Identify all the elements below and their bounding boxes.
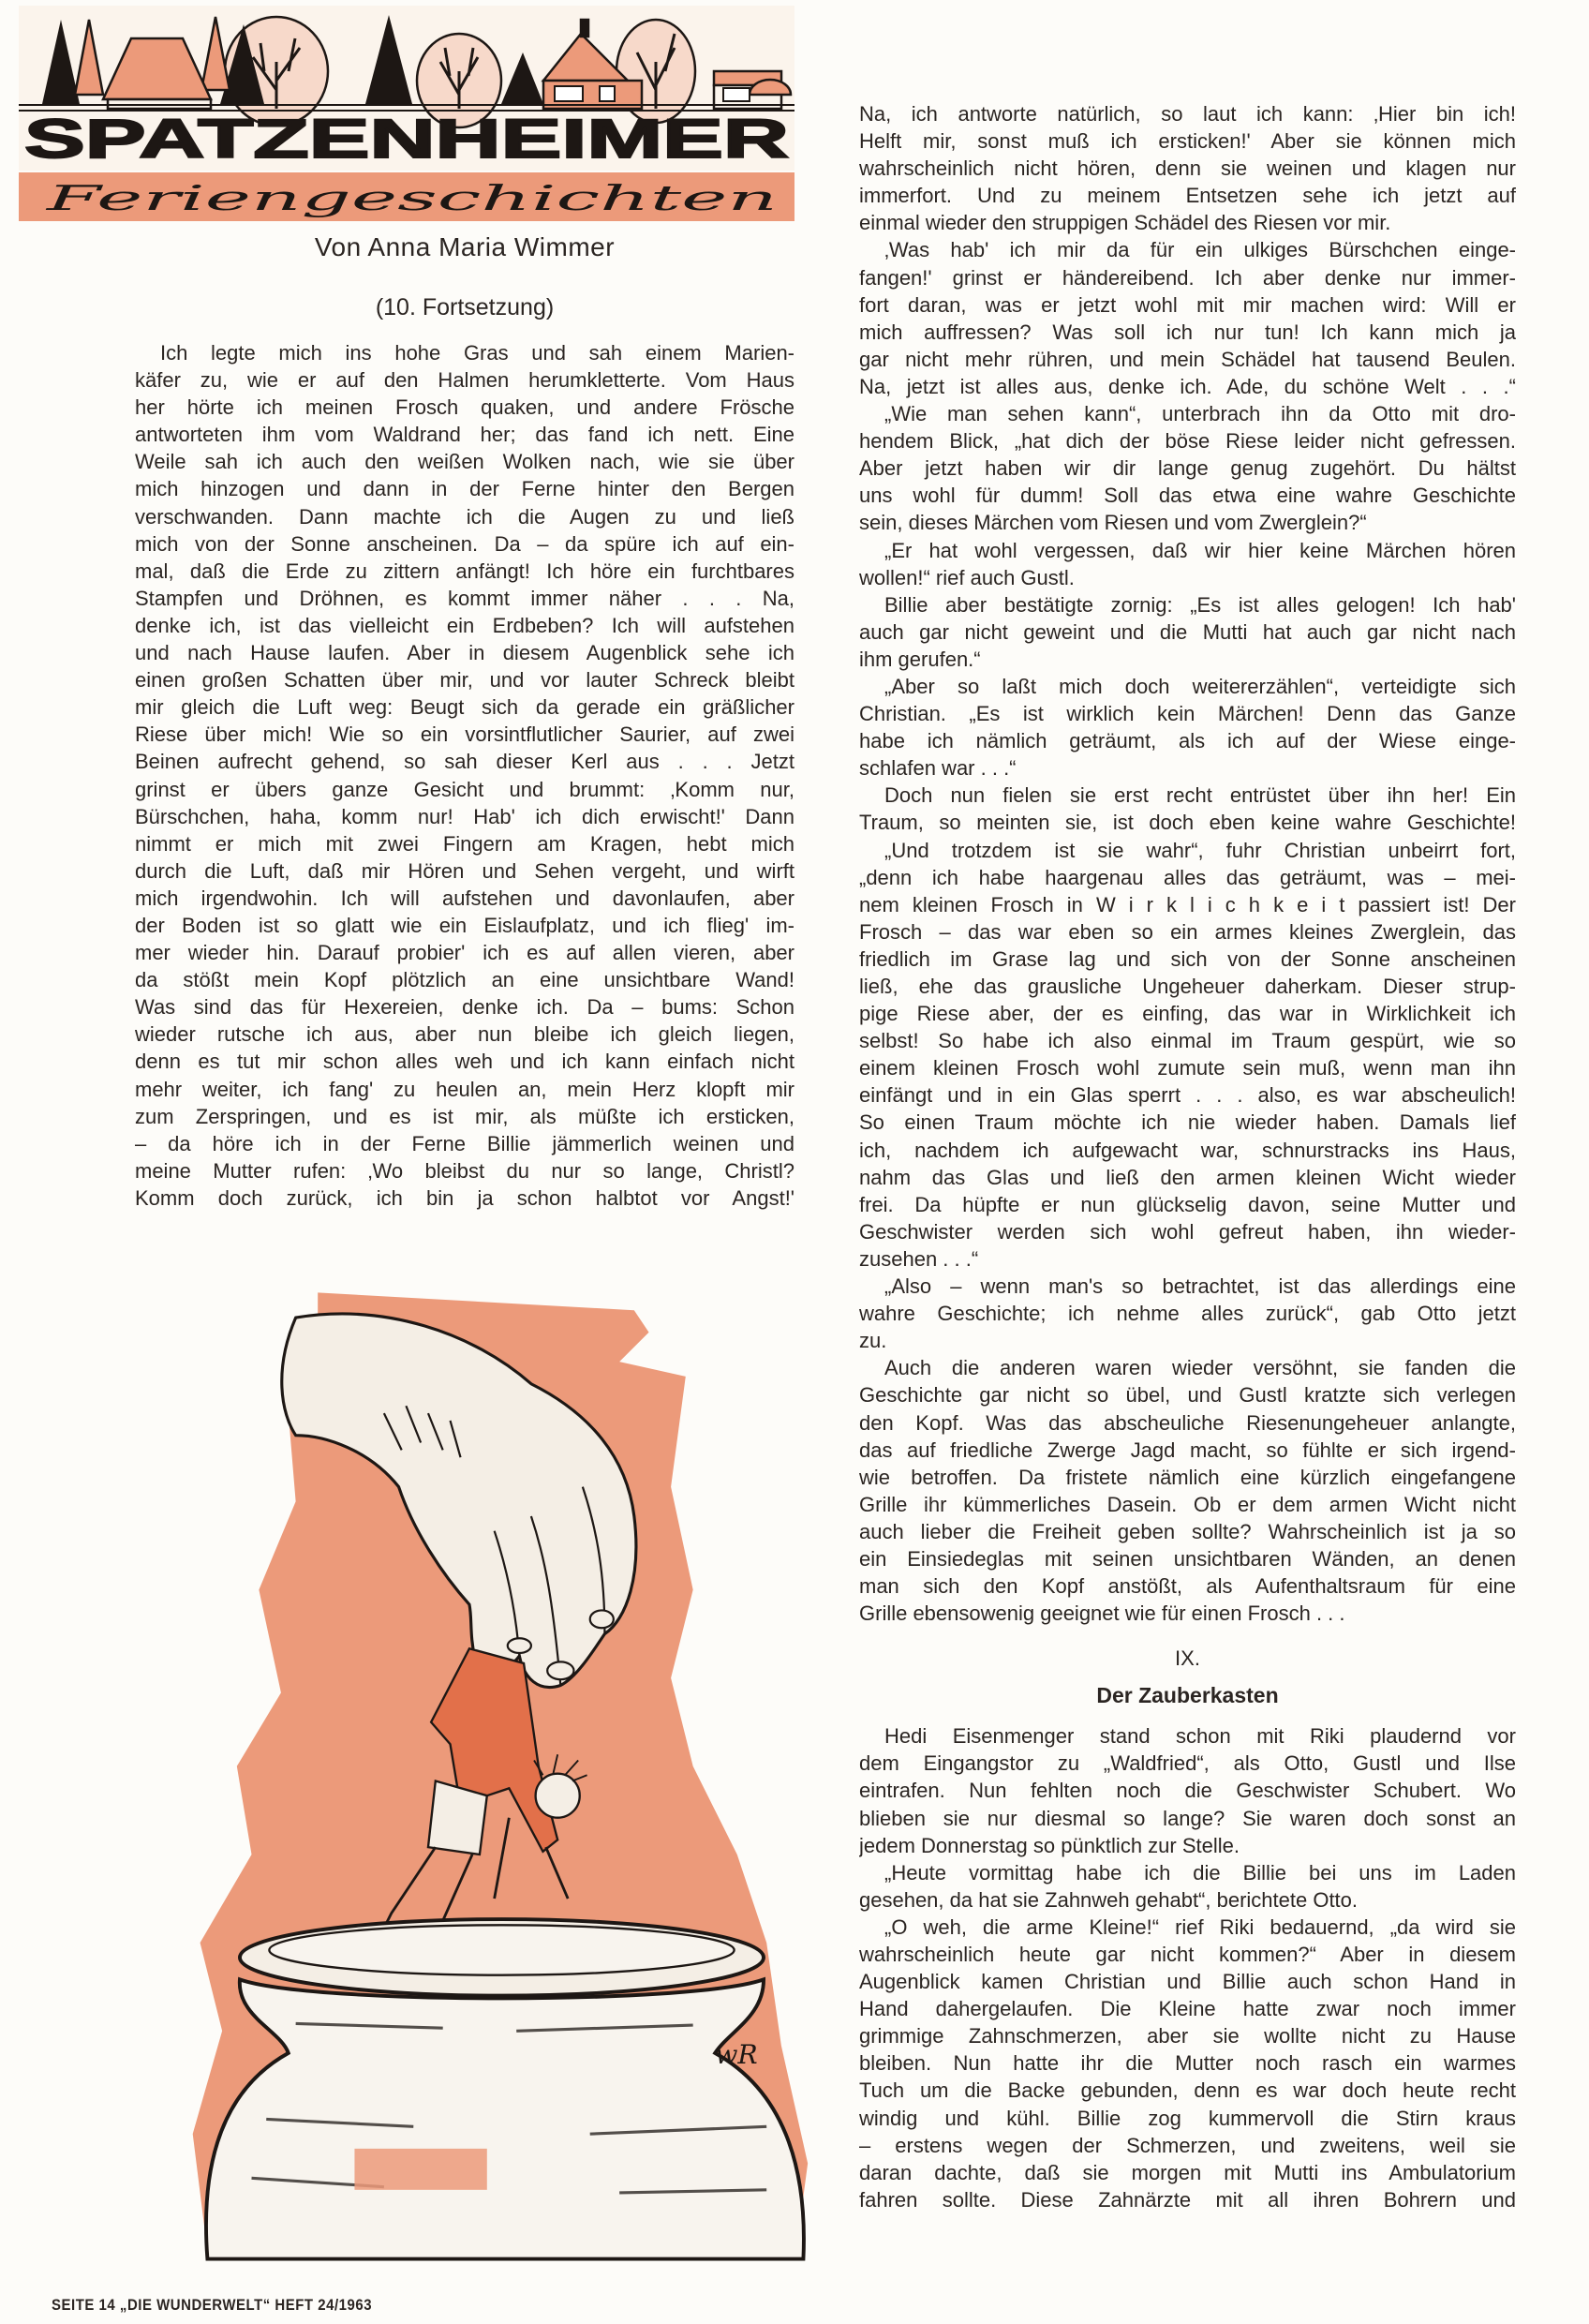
text-line: Komm doch zurück, ich bin ja schon halbtot vor Angst!' bbox=[135, 1185, 794, 1210]
text-line: und nach Hause laufen. Aber in diesem Augenblick sehe ich bbox=[135, 641, 794, 665]
text-line: meine Mutter rufen: ‚Wo bleibst du nur so lange, Christl? bbox=[135, 1158, 794, 1183]
text-line: friedlich im Grase lag und sich von der Sonne anscheinen bbox=[859, 946, 1516, 971]
text-line: Traum, so meinten sie, ist doch eben keine wahre Geschichte! bbox=[859, 811, 1516, 835]
chapter-number: IX. bbox=[1175, 1646, 1200, 1671]
paragraph bbox=[859, 1914, 1516, 2213]
text-line: mich von der Sonne anscheinen. Da – da spüre ich auf ein- bbox=[135, 531, 794, 556]
right-text-column bbox=[859, 100, 1516, 2213]
author-byline: Von Anna Maria Wimmer bbox=[314, 232, 616, 261]
text-line: – da höre ich in der Ferne Billie jämmerlich weinen und bbox=[135, 1131, 794, 1155]
paragraph bbox=[859, 1859, 1516, 1914]
text-line: einfängt und in ein Glas sperrt . . . also, es war abscheulich! bbox=[859, 1083, 1516, 1108]
text-line: da stößt mein Kopf plötzlich an eine unsichtbare Wand! bbox=[135, 968, 794, 992]
text-line: – erstens wegen der Schmerzen, und zweitens, weil sie bbox=[859, 2133, 1516, 2157]
text-line: windig und kühl. Billie zog kummervoll die Stirn kraus bbox=[859, 2106, 1516, 2130]
text-line: Riese über mich! Wie so ein vorsintflutlicher Saurier, auf zwei bbox=[135, 723, 794, 747]
text-line: wahrscheinlich nicht hören, denn sie weinen und klagen nur bbox=[859, 156, 1516, 181]
text-line: Na, ich antworte natürlich, so laut ich kann: ‚Hier bin ich! bbox=[859, 102, 1516, 126]
text-line: nimmt er mich mit zwei Fingern am Kragen, hebt mich bbox=[135, 831, 794, 856]
text-line: auch lieber die Freiheit geben sollte? Wahrscheinlich ist ja so bbox=[859, 1519, 1516, 1543]
text-line: durch die Luft, daß mir Hören und Sehen vergeht, und wirft bbox=[135, 858, 794, 883]
text-line: Geschichte gar nicht so übel, und Gustl kratzte sich verlegen bbox=[859, 1383, 1516, 1408]
text-line: jedem Donnerstag so pünktlich zur Stelle. bbox=[859, 1833, 1240, 1857]
text-line: Na, jetzt ist alles aus, denke ich. Ade, du schöne Welt . . .“ bbox=[859, 374, 1516, 398]
text-line: mal, daß die Erde zu zittern anfängt! Ich höre ein furchtbares bbox=[135, 559, 794, 583]
text-line: Ich legte mich ins hohe Gras und sah einem Marien- bbox=[160, 341, 794, 365]
text-line: Tuch um die Backe gebunden, denn es war doch heute recht bbox=[859, 2078, 1516, 2103]
text-line: „O weh, die arme Kleine!“ rief Riki bedauernd, „da wird sie bbox=[884, 1914, 1516, 1939]
paragraph bbox=[859, 236, 1516, 400]
text-line: blieben sie nur diesmal so lange? Sie waren doch sonst an bbox=[859, 1806, 1516, 1830]
text-line: pige Riese aber, der es einfing, das war in Wirklichkeit ich bbox=[859, 1002, 1516, 1026]
chapter-text bbox=[859, 1722, 1516, 2213]
text-line: antworteten ihm vom Waldrand her; das fand ich nett. Eine bbox=[135, 423, 794, 447]
text-line: „Und trotzdem ist sie wahr“, fuhr Christian unbeirrt fort, bbox=[884, 838, 1516, 862]
text-line: mir gleich die Luft weg: Beugt sich da gerade ein gräßlicher bbox=[135, 695, 794, 720]
text-line: Stampfen und Dröhnen, es kommt immer näher . . . Na, bbox=[135, 586, 794, 610]
text-line: Billie aber bestätigte zornig: „Es ist alles gelogen! Ich hab' bbox=[884, 592, 1516, 617]
page-footer: SEITE 14 „DIE WUNDERWELT“ HEFT 24/1963 bbox=[52, 2296, 373, 2314]
text-line: man sich den Kopf anstößt, als Aufenthaltsraum für eine bbox=[859, 1574, 1516, 1599]
paragraph bbox=[859, 400, 1516, 536]
text-line: Grille ebensowenig geeignet wie für einen Frosch . . . bbox=[859, 1601, 1345, 1626]
text-line: zum Zerspringen, und es ist mir, als müßte ich ersticken, bbox=[135, 1104, 794, 1128]
text-line: habe ich nämlich geträumt, als ich auf der Wiese einge- bbox=[859, 729, 1516, 753]
text-line: „Er hat wohl vergessen, daß wir hier keine Märchen hören bbox=[884, 538, 1516, 562]
text-line: ließ, ehe das grausliche Ungeheuer daherkam. Dieser strup- bbox=[859, 975, 1516, 998]
text-line: mich auffressen? Was soll ich nur tun! Ich kann mich ja bbox=[859, 320, 1516, 344]
text-line: mich hinzogen und dann in der Ferne hinter den Bergen bbox=[135, 477, 794, 501]
paragraph bbox=[859, 100, 1516, 236]
text-line: fangen!' grinst er händereibend. Ich aber denke nur immer- bbox=[859, 265, 1516, 290]
text-line: So einen Traum möchte ich nie wieder haben. Damals lief bbox=[859, 1110, 1516, 1135]
left-text-column bbox=[135, 339, 794, 1212]
text-line: ‚Was hab' ich mir da für ein ulkiges Bürschchen einge- bbox=[884, 238, 1516, 262]
paragraph bbox=[859, 782, 1516, 836]
text-line: fort daran, was er jetzt wohl mit mir machen wird: Will er bbox=[859, 292, 1516, 317]
text-line: einen großen Schatten über mir, und vor lauter Schreck bleibt bbox=[135, 668, 794, 693]
text-line: ich, nachdem ich aufgewacht war, schnurstracks ins Haus, bbox=[859, 1138, 1516, 1162]
text-line: frei. Da hüpfte er nun glückselig davon, seine Mutter und bbox=[859, 1192, 1516, 1216]
text-line: uns wohl für dumm! Soll das etwa eine wahre Geschichte bbox=[859, 484, 1516, 508]
text-line: „Wie man sehen kann“, unterbrach ihn da Otto mit dro- bbox=[884, 402, 1516, 426]
text-line: ihm gerufen.“ bbox=[859, 647, 981, 671]
text-line: den Kopf. Was das abscheuliche Riesenungeheuer anlangte, bbox=[859, 1410, 1516, 1435]
text-line: mehr weiter, ich fang' zu heulen an, mein Herz klopft mir bbox=[135, 1077, 794, 1101]
text-line: wahrscheinlich heute gar nicht kommen?“ Aber in diesem bbox=[859, 1943, 1516, 1966]
text-line: denke ich, ist das vielleicht ein Erdbeben? Ich will aufstehen bbox=[135, 613, 794, 637]
text-line: wie betroffen. Da fristete nämlich eine kürzlich eingefangene bbox=[859, 1465, 1516, 1489]
text-line: „denn ich habe haargenau alles das geträumt, was – mei- bbox=[859, 865, 1516, 889]
text-line: hendem Blick, „hat dich der böse Riese leider nicht gefressen. bbox=[859, 429, 1516, 454]
story-continuation bbox=[859, 100, 1516, 1627]
text-line: wollen!“ rief auch Gustl. bbox=[859, 565, 1075, 589]
text-line: selbst! So habe ich also einmal im Traum gespürt, wie so bbox=[859, 1029, 1516, 1053]
text-line: grimmige Zahnschmerzen, aber sie wollte nicht zu Hause bbox=[859, 2024, 1516, 2048]
story-illustration bbox=[178, 1284, 815, 2268]
text-line: der Boden ist so glatt wie ein Eislaufplatz, und ich flieg' im- bbox=[135, 913, 794, 937]
text-line: das auf friedliche Zwerge Jagd macht, so fühlte er sich irgend- bbox=[859, 1438, 1516, 1462]
text-line: zu. bbox=[859, 1329, 887, 1353]
text-line: nahm das Glas und ließ den armen kleinen Wicht wieder bbox=[859, 1165, 1516, 1189]
text-line: Christian. „Es ist wirklich kein Märchen! Denn das Ganze bbox=[859, 702, 1516, 726]
chapter-title: Der Zauberkasten bbox=[1096, 1683, 1279, 1708]
text-line: dem Eingangstor zu „Waldfried“, als Otto, Gustl und Ilse bbox=[859, 1751, 1516, 1776]
logo-title: SPATZENHEIMER bbox=[24, 109, 789, 170]
text-line: verschwanden. Dann machte ich die Augen zu und ließ bbox=[135, 504, 794, 529]
text-line: Hand dahergelaufen. Die Kleine hatte zwar noch immer bbox=[859, 1997, 1516, 2021]
text-line: fahren sollte. Diese Zahnärzte mit all ihren Bohrern und bbox=[859, 2187, 1516, 2212]
paragraph bbox=[859, 537, 1516, 591]
text-line: käfer zu, wie er auf den Halmen herumkletterte. Vom Haus bbox=[135, 368, 794, 393]
text-line: „Also – wenn man's so betrachtet, ist das allerdings eine bbox=[884, 1274, 1516, 1299]
text-line: auch gar nicht geweint und die Mutti hat auch gar nicht nach bbox=[859, 619, 1516, 644]
text-line: gar nicht mehr rühren, und mein Schädel hat tausend Beulen. bbox=[859, 347, 1516, 371]
text-line: ein Einsiedeglas mit seinen unsichtbaren Wänden, an denen bbox=[859, 1546, 1516, 1571]
text-line: daran dachte, daß sie morgen mit Mutti ins Ambulatorium bbox=[859, 2160, 1516, 2184]
masthead-logo bbox=[19, 6, 794, 227]
text-line: her hörte ich meinen Frosch quaken, und andere Frösche bbox=[135, 395, 794, 420]
paragraph bbox=[859, 1354, 1516, 1627]
installment-label: (10. Fortsetzung) bbox=[375, 294, 555, 320]
text-line: eintrafen. Nun fehlten noch die Geschwister Schubert. Wo bbox=[859, 1779, 1516, 1803]
text-line: wahre Geschichte; ich nehme alles zurück“, gab Otto jetzt bbox=[859, 1302, 1516, 1326]
text-line: Augenblick kamen Christian und Billie auch schon Hand in bbox=[859, 1970, 1516, 1994]
text-line: schlafen war . . .“ bbox=[859, 756, 1017, 781]
text-line: Aber jetzt haben wir dir lange genug zugehört. Du hältst bbox=[859, 456, 1516, 481]
text-line: Doch nun fielen sie erst recht entrüstet über ihn her! Ein bbox=[884, 783, 1516, 808]
text-line: Helft mir, sonst muß ich ersticken!' Aber sie können mich bbox=[859, 129, 1516, 154]
text-line: einmal wieder den struppigen Schädel des Riesen vor mir. bbox=[859, 211, 1391, 235]
text-line: zusehen . . .“ bbox=[859, 1246, 979, 1271]
text-line: Was sind das für Hexereien, denke ich. Da – bums: Schon bbox=[135, 995, 794, 1020]
text-line: mich irgendwohin. Ich will aufstehen und davonlaufen, aber bbox=[135, 886, 794, 910]
text-line: „Aber so laßt mich doch weitererzählen“, verteidigte sich bbox=[884, 674, 1516, 698]
text-line: mer wieder hin. Darauf probier' ich es auf allen vieren, aber bbox=[135, 941, 794, 965]
text-line: sein, dieses Märchen vom Riesen und vom Zwerglein?“ bbox=[859, 511, 1367, 535]
paragraph bbox=[859, 837, 1516, 1274]
text-line: immerfort. Und zu meinem Entsetzen sehe ich jetzt auf bbox=[859, 184, 1516, 208]
paragraph bbox=[859, 673, 1516, 782]
text-line: Grille ihr kümmerliches Dasein. Ob er dem armen Wicht nicht bbox=[859, 1492, 1516, 1516]
logo-subtitle: Feriengeschichten bbox=[44, 180, 779, 218]
text-line: wieder rutsche ich aus, aber nun bleibe ich gleich liegen, bbox=[135, 1022, 794, 1047]
text-line: Geschwister werden sich wohl gefreut haben, ihn wieder- bbox=[859, 1219, 1516, 1244]
text-line: denn es tut mir schon alles weh und ich kann einfach nicht bbox=[135, 1050, 794, 1074]
text-line: Beinen aufrecht gehend, so sah dieser Kerl aus . . . Jetzt bbox=[135, 750, 794, 774]
text-line: grinst er übers ganze Gesicht und brummt: ‚Komm nur, bbox=[135, 777, 794, 801]
text-line: Auch die anderen waren wieder versöhnt, sie fanden die bbox=[884, 1356, 1516, 1380]
text-line: einem kleinen Frosch wohl zumute sein muß, wenn man ihn bbox=[859, 1056, 1516, 1080]
text-line: gesehen, da hat sie Zahnweh gehabt“, berichtete Otto. bbox=[859, 1887, 1359, 1912]
text-line: „Heute vormittag habe ich die Billie bei uns im Laden bbox=[884, 1860, 1516, 1885]
text-line: Frosch – das war eben so ein armes kleines Zwerglein, das bbox=[859, 919, 1516, 944]
paragraph bbox=[859, 1273, 1516, 1354]
text-line: bleiben. Nun hatte ihr die Mutter noch rasch ein warmes bbox=[859, 2051, 1516, 2076]
text-line: Weile sah ich auch den weißen Wolken nach, wie sie über bbox=[135, 450, 794, 474]
paragraph bbox=[859, 1722, 1516, 1858]
paragraph bbox=[135, 339, 794, 1212]
text-line: nem kleinen Frosch in W i r k l i c h k e i t passiert ist! Der bbox=[859, 892, 1516, 916]
paragraph bbox=[859, 591, 1516, 673]
text-line: Hedi Eisenmenger stand schon mit Riki plaudernd vor bbox=[884, 1724, 1516, 1749]
text-line: Bürschchen, haha, komm nur! Hab' ich dich erwischt!' Dann bbox=[135, 804, 794, 828]
artist-signature: wR bbox=[715, 2038, 758, 2070]
